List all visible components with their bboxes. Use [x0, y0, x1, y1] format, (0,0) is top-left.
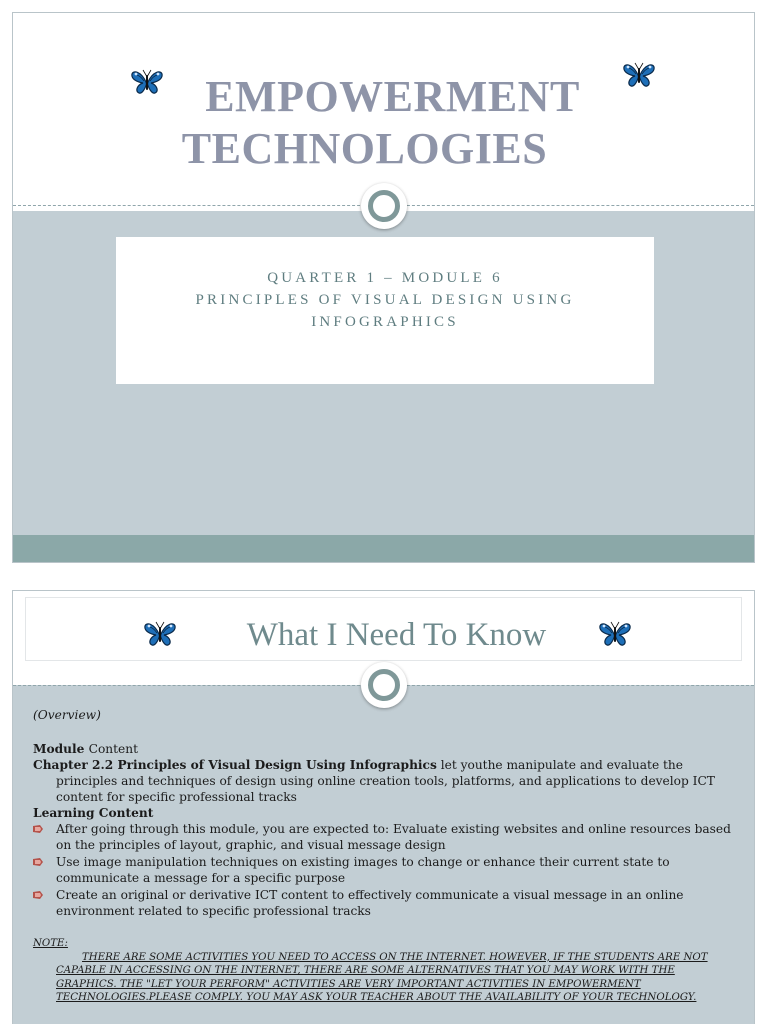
- note-text: THERE ARE SOME ACTIVITIES YOU NEED TO ACCESS ON THE INTERNET. HOWEVER, IF THE STUDENTS ARE NOT CAPABLE IN ACCESSING ON THE INTERNET, THERE ARE SOME ALTERNATIVES THAT YOU MAY WORK WITH THE GRAPHICS. THE "LET YOUR PERFORM" ACTIVITIES ARE VERY IMPORTANT ACTIVITIES IN EMPOWERMENT TECHNOLOGIES.PLEASE COMPLY. YOU MAY ASK YOUR TEACHER ABOUT THE AVAILABILITY OF YOUR TECHNOLOGY.: [56, 951, 708, 1003]
- ring-icon: [361, 183, 407, 229]
- chapter-text: let youthe manipulate and evaluate the principles and techniques of design using online creation tools, platforms, and applications to develop ICT content for specific professional tracks: [56, 758, 715, 804]
- subtitle-box: [116, 237, 654, 384]
- list-item: Use image manipulation techniques on existing images to change or enhance their current state to communicate a message for a specific purpose: [33, 854, 733, 886]
- chapter-description: [33, 757, 733, 805]
- learning-heading: Learning Content: [33, 806, 154, 820]
- bullet-icon: [33, 891, 43, 899]
- title-line-2: TECHNOLOGIES: [181, 124, 548, 173]
- content-body: [33, 707, 733, 1005]
- bullet-icon: [33, 858, 43, 866]
- note: [33, 937, 733, 1005]
- title-slide-header: [13, 13, 754, 211]
- module-content-word: Content: [88, 742, 139, 756]
- chapter-title: Chapter 2.2 Principles of Visual Design Using Infographics: [33, 758, 437, 772]
- subtitle-line-2: PRINCIPLES OF VISUAL DESIGN USING: [195, 292, 575, 308]
- module-content: [33, 741, 733, 757]
- subtitle-line-1: QUARTER 1 – MODULE 6: [267, 270, 503, 286]
- footer-band: [13, 535, 754, 562]
- module-label: Module: [33, 742, 89, 756]
- ring-icon: [361, 662, 407, 708]
- list-item: Create an original or derivative ICT content to effectively communicate a visual message in an online environment related to specific professional tracks: [33, 887, 733, 919]
- title-line-1: EMPOWERMENT: [205, 72, 580, 121]
- section-title: What I Need To Know: [246, 617, 547, 653]
- content-slide: [12, 590, 755, 1024]
- note-label: NOTE:: [33, 938, 68, 949]
- title-slide: [12, 12, 755, 563]
- page-title: [13, 71, 754, 175]
- list-item: After going through this module, you are expected to: Evaluate existing websites and online resources based on the principles of layout, graphic, and visual message design: [33, 821, 733, 853]
- bullet-icon: [33, 825, 43, 833]
- overview-label: (Overview): [33, 708, 101, 722]
- subtitle: [116, 267, 654, 333]
- subtitle-line-3: INFOGRAPHICS: [311, 314, 459, 330]
